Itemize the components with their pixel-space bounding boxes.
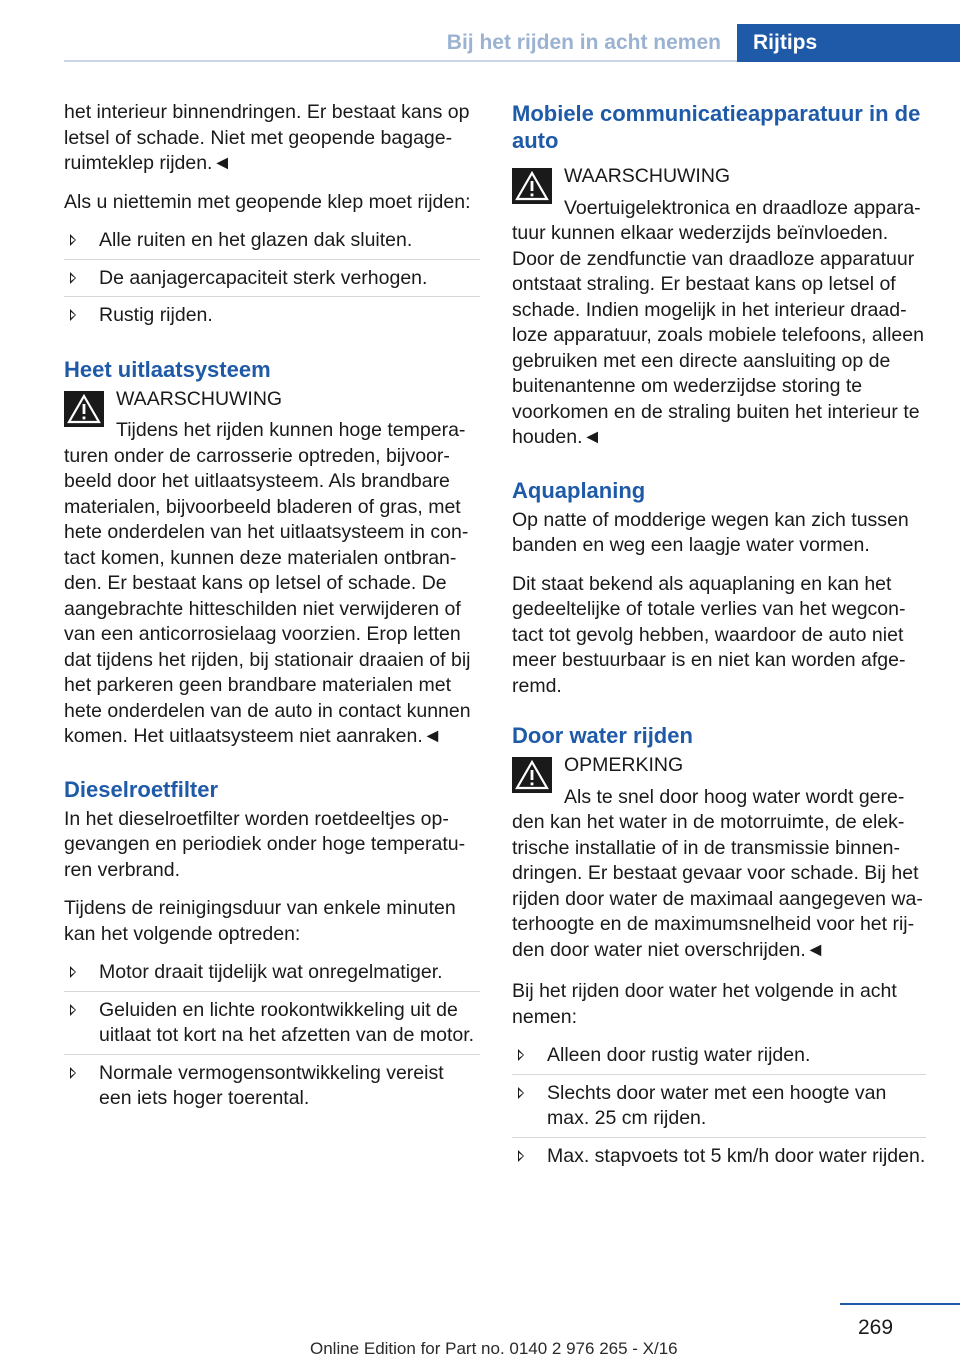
warning-box — [64, 387, 480, 750]
aqua-paragraph: Op natte of modderige wegen kan zich tussen banden en weg een laagje water vormen. — [512, 508, 909, 556]
list-item — [64, 960, 480, 992]
list-item — [512, 1144, 926, 1175]
list-item-text: Motor draait tijdelijk wat onregelmatiger. — [99, 961, 443, 983]
list-item-text: Alle ruiten en het glazen dak sluiten. — [99, 229, 413, 251]
triangle-bullet-icon — [64, 1066, 88, 1080]
triangle-bullet-icon — [512, 1048, 536, 1062]
intro-paragraph: het interieur binnendringen. Er bestaat kans op letsel of schade. Niet met geopende bagageruimteklep rijden.◄ — [64, 101, 470, 174]
list-item-text: Rustig rijden. — [99, 304, 213, 326]
right-column — [512, 100, 926, 1186]
notice-label: OPMERKING — [564, 754, 684, 776]
heading-mobiele-communicatie: Mobiele communicatieapparatuur in de auto — [512, 101, 921, 153]
triangle-bullet-icon — [64, 965, 88, 979]
triangle-bullet-icon — [64, 308, 88, 322]
chapter-tab: Rijtips — [737, 24, 960, 62]
intro-paragraph-2: Als u niettemin met geopende klep moet rijden: — [64, 190, 471, 213]
diesel-paragraph: In het dieselroetfilter worden roetdeeltjes opgevangen en periodiek onder hoge temperaturen verbrand. — [64, 807, 466, 881]
warning-text: Voertuigelektronica en draadloze apparatuur kunnen elkaar wederzijds beïnvloeden. Door de zendfunctie van draadloze apparatuur ontstaat straling. Er bestaat kans op letsel of schade. Indien mogelijk in het interieur draadloze apparatuur, zoals mobiele telefoons, alleen gebruiken met een directe aansluiting op de buitenantenne om wederzijdse storing te voorkomen en de straling buiten het interieur te houden.◄ — [512, 196, 924, 448]
diesel-paragraph-2: Tijdens de reinigingsduur van enkele minuten kan het volgende optreden: — [64, 897, 456, 945]
heading-door-water-rijden: Door water rijden — [512, 723, 693, 748]
warning-triangle-icon — [64, 391, 104, 427]
section-title: Bij het rijden in acht nemen — [446, 31, 721, 54]
aqua-paragraph-2: Dit staat bekend als aquaplaning en kan het gedeeltelijke of totale verlies van het wegcontact tot gevolg hebben, waardoor de auto niet meer bestuurbaar is en niet kan worden afgeremd. — [512, 572, 906, 697]
list-item-text: Alleen door rustig water rijden. — [547, 1044, 811, 1066]
heading-aquaplaning: Aquaplaning — [512, 477, 646, 503]
triangle-bullet-icon — [64, 271, 88, 285]
list-item-text: Geluiden en lichte rookontwikkeling uit de uitlaat tot kort na het afzetten van de motor. — [99, 998, 475, 1046]
header-rule — [64, 60, 737, 62]
bullet-list — [512, 1043, 926, 1174]
heading-dieselroetfilter: Dieselroetfilter — [64, 776, 219, 802]
list-item — [64, 228, 480, 260]
list-item-text: Normale vermogensontwikkeling vereist een iets hoger toerental. — [99, 1061, 444, 1109]
triangle-bullet-icon — [512, 1149, 536, 1163]
edition-note: Online Edition for Part no. 0140 2 976 265 - X/16 — [310, 1339, 678, 1358]
triangle-bullet-icon — [64, 233, 88, 247]
bullet-list — [64, 228, 480, 334]
list-item-text: Max. stapvoets tot 5 km/h door water rijden. — [547, 1144, 926, 1167]
list-item-text: Slechts door water met een hoogte van max. 25 cm rijden. — [547, 1081, 887, 1129]
warning-label: WAARSCHUWING — [116, 387, 283, 410]
warning-triangle-icon — [512, 168, 552, 204]
footer-rule — [840, 1303, 960, 1305]
list-item-text: De aanjagercapaciteit sterk verhogen. — [99, 266, 428, 289]
bullet-list — [64, 960, 480, 1117]
notice-box — [512, 753, 926, 963]
left-column — [64, 100, 480, 1129]
heading-uitlaatsysteem: Heet uitlaatsysteem — [64, 356, 271, 382]
warning-label: WAARSCHUWING — [564, 165, 731, 187]
list-item — [64, 1061, 480, 1117]
notice-text: Als te snel door hoog water wordt gereden kan het water in de motorruimte, de elektrische installatie of in de transmissie binnendringen. Er bestaat gevaar voor schade. Bij het rijden door water de maximaal aangegeven waterhoogte en de maximumsnelheid voor het rijden door water niet overschrijden.◄ — [512, 785, 923, 961]
list-item — [64, 303, 480, 334]
list-item — [64, 266, 480, 298]
warning-triangle-icon — [512, 757, 552, 793]
warning-text: Tijdens het rijden kunnen hoge temperaturen onder de carrosserie optreden, bijvoorbeeld door het uitlaatsysteem. Als brandbare materialen, bijvoorbeeld bladeren of gras, met hete onderdelen van het uitlaatsysteem in contact komen, kunnen deze materialen ontbranden. Er bestaat kans op letsel of schade. De aangebrachte hitteschilden niet verwijderen of van een anticorrosielaag voorzien. Erop letten dat tijdens het rijden, bij stationair draaien of bij het parkeren geen brandbare materialen met hete onderdelen van de auto in contact kunnen komen. Het uitlaatsysteem niet aanraken.◄ — [64, 419, 471, 747]
triangle-bullet-icon — [64, 1003, 88, 1017]
triangle-bullet-icon — [512, 1086, 536, 1100]
page-number: 269 — [858, 1316, 894, 1339]
list-item — [64, 998, 480, 1055]
water-paragraph: Bij het rijden door water het volgende in acht nemen: — [512, 980, 897, 1028]
list-item — [512, 1081, 926, 1138]
list-item — [512, 1043, 926, 1075]
page-header — [0, 24, 960, 62]
warning-box — [512, 164, 926, 451]
